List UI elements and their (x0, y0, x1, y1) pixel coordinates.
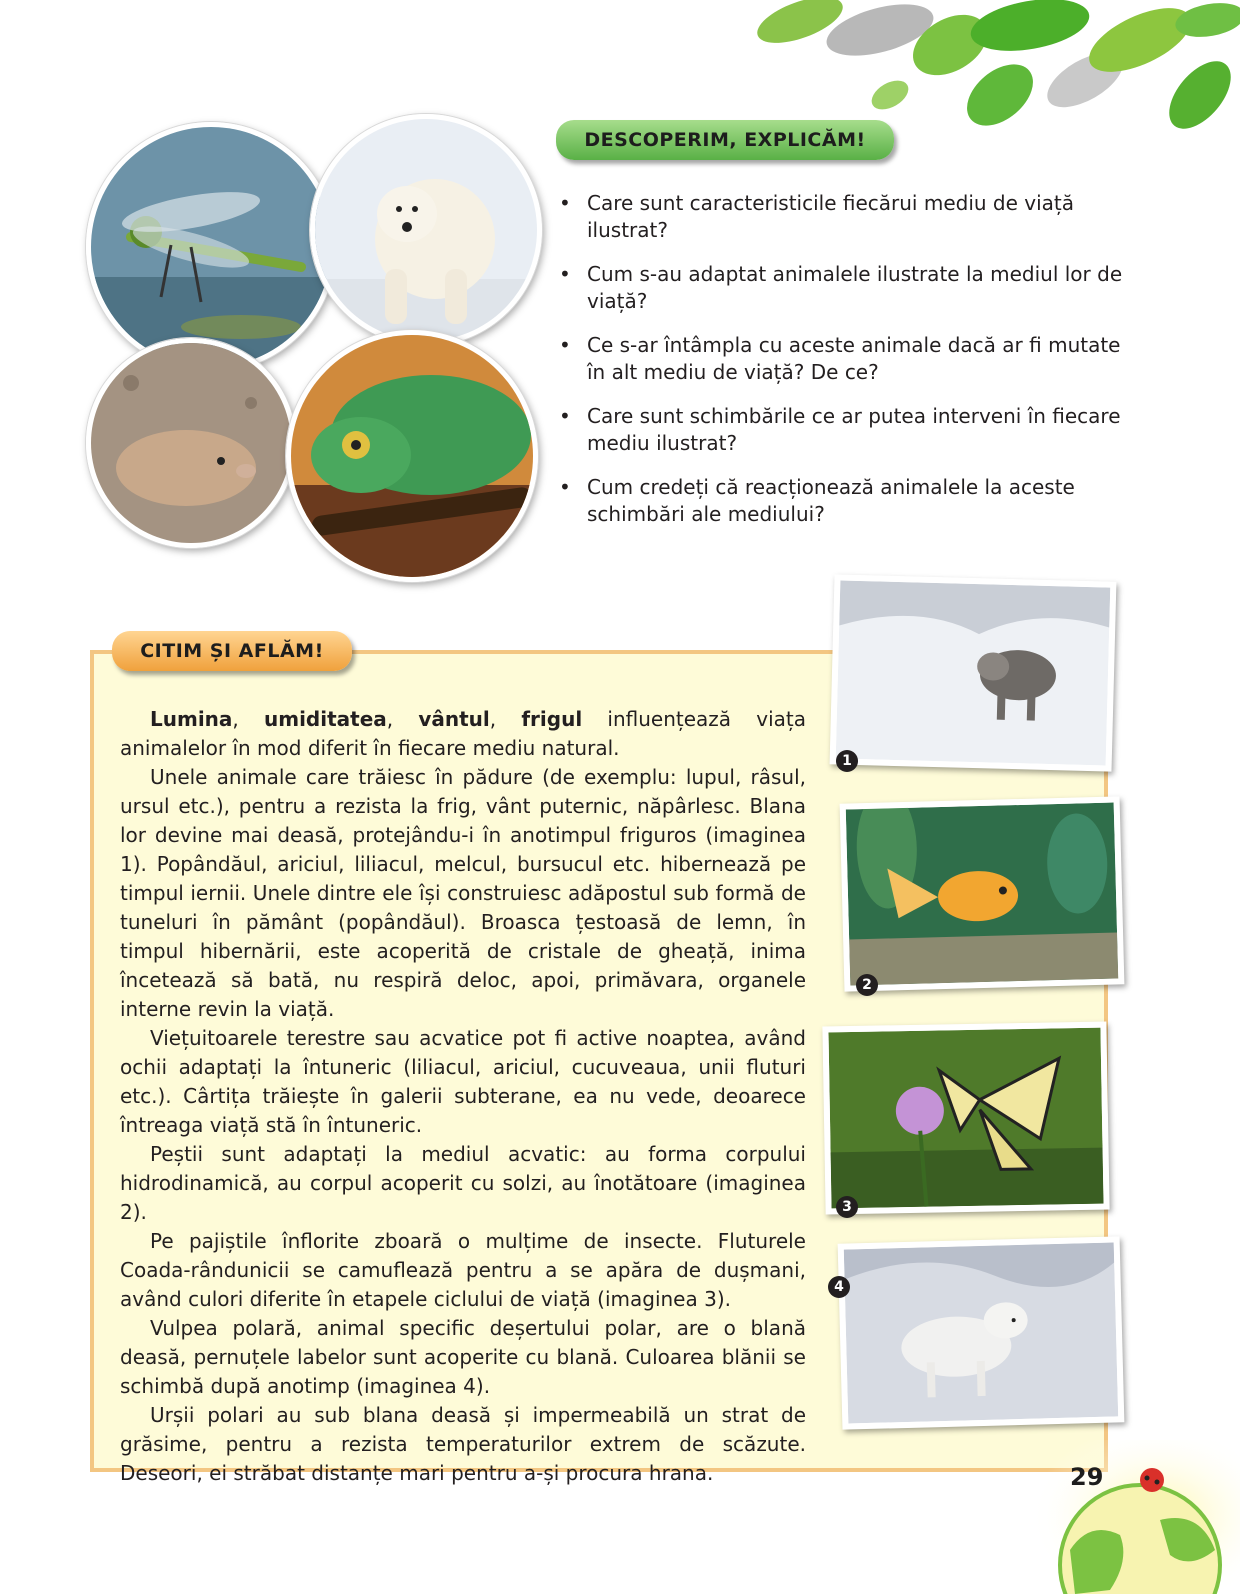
globe-decoration (1030, 1440, 1240, 1594)
page-number: 29 (1070, 1463, 1104, 1491)
arctic-fox-photo (838, 1236, 1125, 1429)
read-title: CITIM ȘI AFLĂM! (112, 631, 352, 671)
goldfish-photo (840, 796, 1125, 991)
chameleon-photo (286, 330, 538, 582)
separator: , (232, 707, 264, 731)
paragraph: Peștii sunt adaptați la mediul acvatic: au forma corpului hidrodinamică, au corpul acoperit cu solzi, au înotătoare (imaginea 2). (120, 1142, 806, 1224)
intro-paragraph (120, 705, 806, 763)
paragraph: Urșii polari au sub blana deasă și impermeabilă un strat de grăsime, pentru a rezista temperaturilor extrem de scăzute. Deseori, ei străbat distanțe mari pentru a-și procura hrana. (120, 1403, 806, 1485)
gopher-photo (86, 338, 296, 548)
question-item: • Cum credeți că reacționează animalele la aceste schimbări ale mediului? (555, 474, 1125, 528)
photo-number: 2 (856, 974, 878, 996)
paragraph: Pe pajiștile înflorite zboară o mulțime de insecte. Fluturele Coada-rândunicii se camuflează pentru a se apăra de dușmani, având culori diferite în etapele ciclului de viață (imaginea 3). (120, 1229, 806, 1311)
dragonfly-photo (86, 122, 336, 372)
leaves-decoration (740, 0, 1240, 140)
discover-title: DESCOPERIM, EXPLICĂM! (556, 120, 894, 160)
intro-rest: influențează viața animalelor în mod diferit în fiecare mediu natural. (120, 707, 806, 760)
photo-number: 3 (836, 1196, 858, 1218)
polar-bear-photo (310, 114, 542, 346)
reading-text (120, 705, 806, 1488)
ladybug-icon (1140, 1468, 1164, 1492)
keyword: Lumina (150, 707, 233, 731)
paragraph: Vulpea polară, animal specific deșertului polar, are o blană deasă, pernuțele labelor sunt acoperite cu blană. Culoarea blănii se schimbă după anotimp (imaginea 4). (120, 1316, 806, 1398)
question-list (555, 190, 1125, 545)
question-item: • Ce s-ar întâmpla cu aceste animale dacă ar fi mutate în alt mediu de viață? De ce? (555, 332, 1125, 386)
wolf-photo (830, 574, 1117, 771)
butterfly-photo (822, 1022, 1109, 1215)
question-item: • Cum s-au adaptat animalele ilustrate la mediul lor de viață? (555, 261, 1125, 315)
photo-number: 1 (836, 750, 858, 772)
keyword: frigul (521, 707, 583, 731)
keyword: vântul (418, 707, 490, 731)
question-item: • Care sunt caracteristicile fiecărui mediu de viață ilustrat? (555, 190, 1125, 244)
question-item: • Care sunt schimbările ce ar putea interveni în fiecare mediu ilustrat? (555, 403, 1125, 457)
keyword: umiditatea (263, 707, 387, 731)
photo-number: 4 (828, 1276, 850, 1298)
separator: , (489, 707, 522, 731)
paragraph: Unele animale care trăiesc în pădure (de exemplu: lupul, râsul, ursul etc.), pentru a rezista la frig, vânt puternic, năpârlesc. Blana lor devine mai deasă, protejându-i în anotimpul friguros (imaginea 1). Popândăul, ariciul, liliacul, melcul, bursucul etc. hibernează pe timpul iernii. Unele dintre ele își construiesc adăpostul sub formă de tuneluri în pământ (popândăul). Broasca țestoasă de lemn, în timpul hibernării, este acoperită de cristale de gheață, inima încetează să bată, nu respiră deloc, apoi, primăvara, organele interne revin la viață. (120, 765, 806, 1021)
separator: , (386, 707, 419, 731)
paragraph: Viețuitoarele terestre sau acvatice pot fi active noaptea, având ochii adaptați la întuneric (liliacul, ariciul, cucuveaua, unii fluturi etc.). Cârtița trăiește în galerii subterane, ea nu vede, deoarece întreaga viață stă în întuneric. (120, 1026, 806, 1137)
